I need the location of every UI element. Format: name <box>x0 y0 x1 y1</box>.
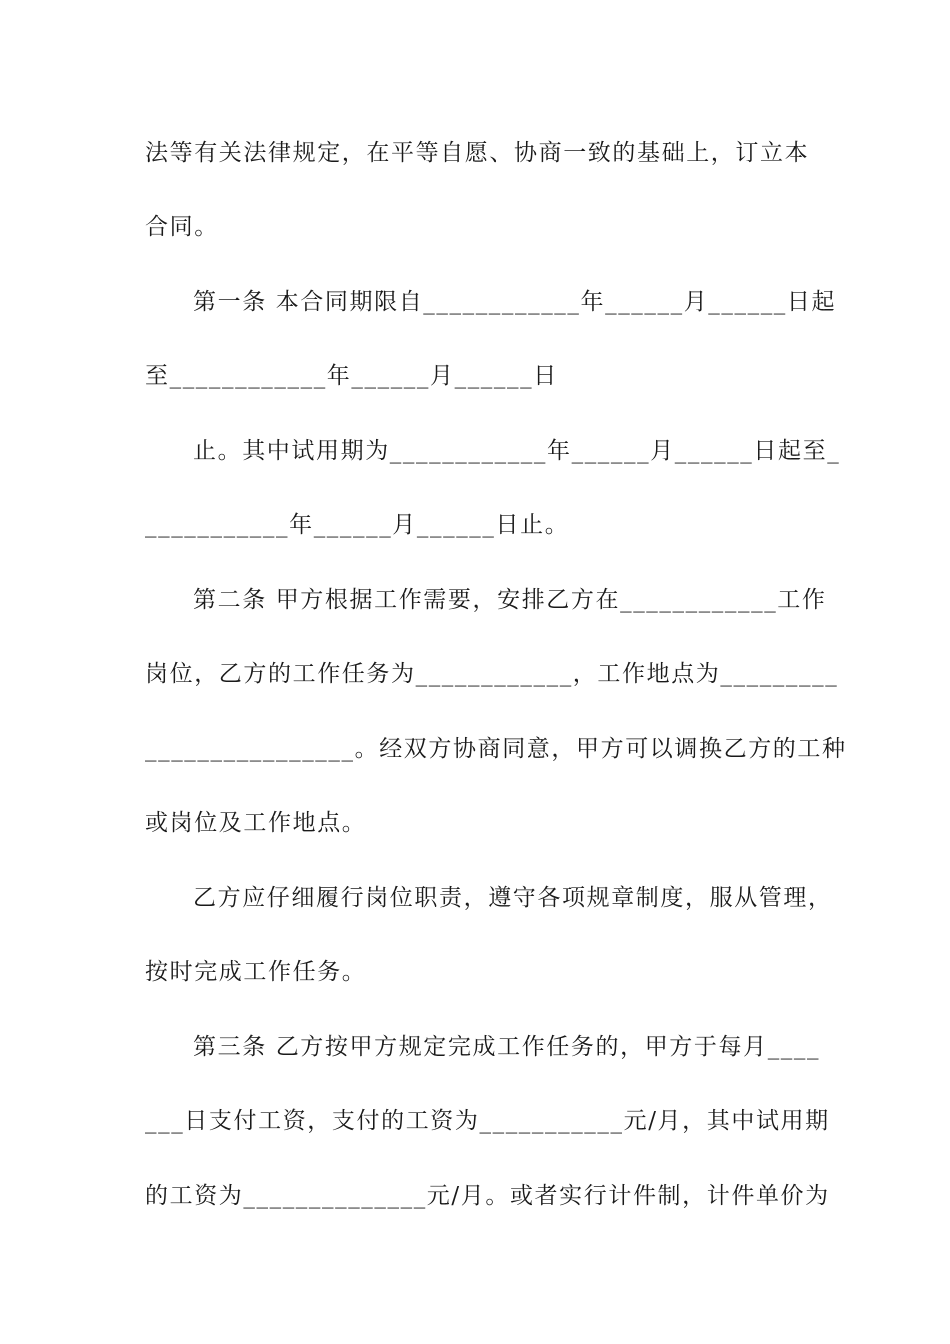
article-2-line: 或岗位及工作地点。 <box>145 810 367 836</box>
paragraph-line: 法等有关法律规定，在平等自愿、协商一致的基础上，订立本 <box>145 140 810 166</box>
article-1-line: 至____________年______月______日 <box>145 363 558 389</box>
article-3-line: 的工资为______________元/月。或者实行计件制，计件单价为 <box>145 1183 830 1209</box>
duties-line: 按时完成工作任务。 <box>145 959 367 985</box>
article-2-line: ________________。经双方协商同意，甲方可以调换乙方的工种 <box>145 736 847 762</box>
article-2-line: 岗位，乙方的工作任务为____________，工作地点为_________ <box>145 661 839 687</box>
article-3-line: 第三条 乙方按甲方规定完成工作任务的，甲方于每月____ <box>193 1034 821 1060</box>
probation-line: ___________年______月______日止。 <box>145 512 570 538</box>
article-2-line: 第二条 甲方根据工作需要，安排乙方在____________工作 <box>193 587 827 613</box>
article-3-line: ___日支付工资，支付的工资为___________元/月，其中试用期 <box>145 1108 830 1134</box>
duties-line: 乙方应仔细履行岗位职责，遵守各项规章制度，服从管理， <box>193 885 833 911</box>
probation-line: 止。其中试用期为____________年______月______日起至_ <box>193 438 841 464</box>
article-1-line: 第一条 本合同期限自____________年______月______日起 <box>193 289 837 315</box>
paragraph-line: 合同。 <box>145 214 219 240</box>
